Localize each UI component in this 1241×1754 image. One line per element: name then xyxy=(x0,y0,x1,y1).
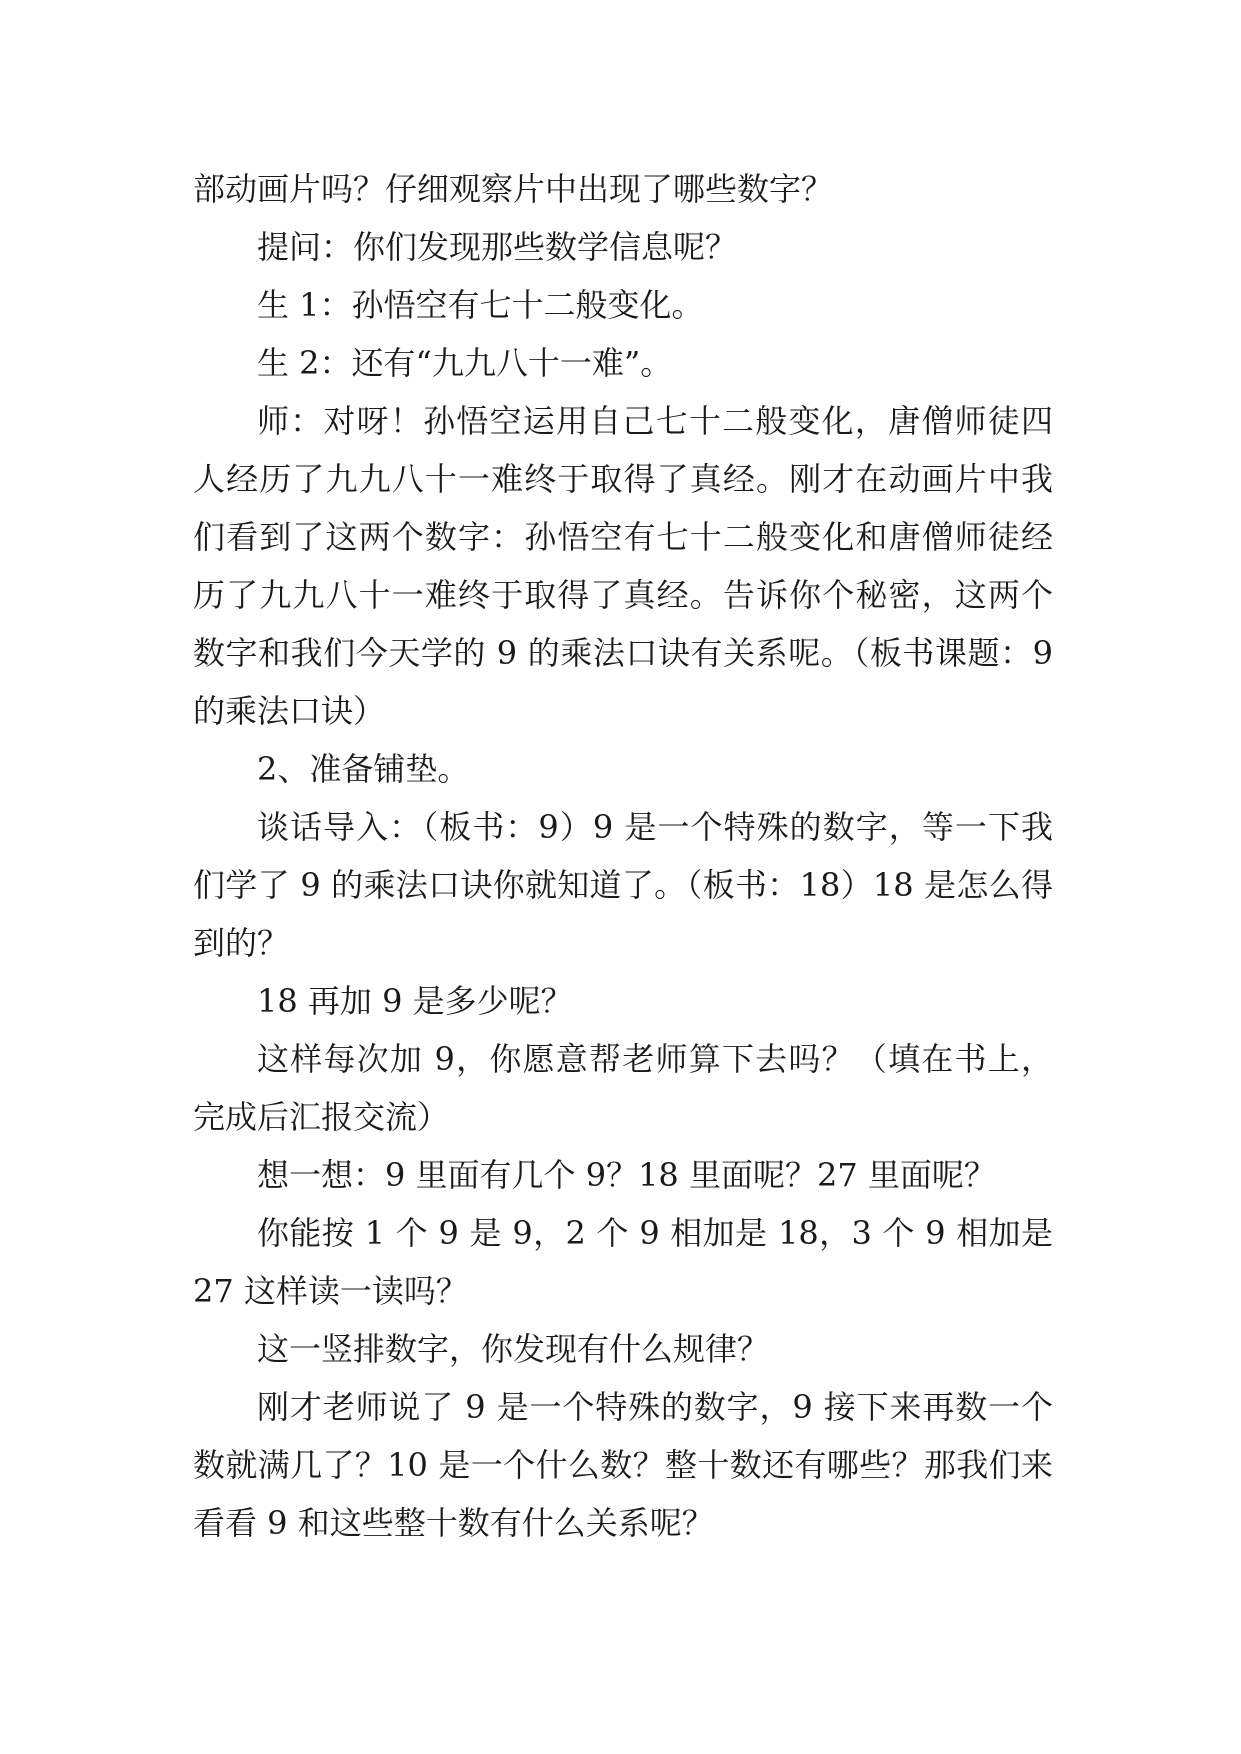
paragraph-9: 这样每次加 9，你愿意帮老师算下去吗？（填在书上，完成后汇报交流） xyxy=(193,1040,1053,1136)
paragraph-8: 18 再加 9 是多少呢？ xyxy=(257,982,573,1020)
paragraph-5: 师：对呀！孙悟空运用自己七十二般变化，唐僧师徒四人经历了九九八十一难终于取得了真经。刚才在动画片中我们看到了这两个数字：孙悟空有七十二般变化和唐僧师徒经历了九九八十一难终于取得了真经。告诉你个秘密，这两个数字和我们今天学的 9 的乘法口诀有关系呢。（板书课题：9 的乘法口诀） xyxy=(193,402,1053,730)
paragraph-6: 2、准备铺垫。 xyxy=(257,750,470,788)
paragraph-4: 生 2：还有“九九八十一难”。 xyxy=(257,344,673,382)
paragraph-3: 生 1：孙悟空有七十二般变化。 xyxy=(257,286,704,324)
paragraph-2: 提问：你们发现那些数学信息呢？ xyxy=(257,228,738,266)
paragraph-13: 刚才老师说了 9 是一个特殊的数字，9 接下来再数一个数就满几了？10 是一个什么数？整十数还有哪些？那我们来看看 9 和这些整十数有什么关系呢？ xyxy=(193,1388,1053,1542)
document-body xyxy=(193,160,1053,1552)
paragraph-12: 这一竖排数字，你发现有什么规律？ xyxy=(257,1330,770,1368)
paragraph-7: 谈话导入：（板书：9）9 是一个特殊的数字，等一下我们学了 9 的乘法口诀你就知道了。（板书：18）18 是怎么得到的？ xyxy=(193,808,1053,962)
paragraph-10: 想一想：9 里面有几个 9？18 里面呢？27 里面呢？ xyxy=(257,1156,996,1194)
paragraph-1: 部动画片吗？仔细观察片中出现了哪些数字？ xyxy=(193,170,834,208)
paragraph-11: 你能按 1 个 9 是 9，2 个 9 相加是 18，3 个 9 相加是 27 这样读一读吗？ xyxy=(193,1214,1053,1310)
